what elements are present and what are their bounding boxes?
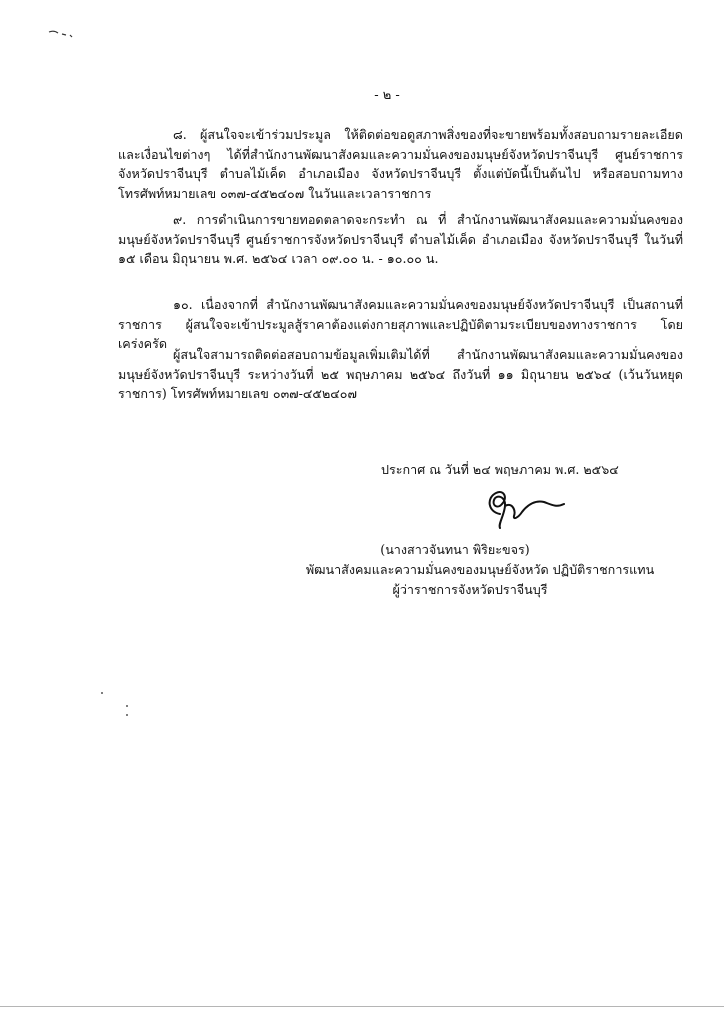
- paragraph-9-text: ๙. การดำเนินการขายทอดตลาดจะกระทำ ณ ที่ สำนักงานพัฒนาสังคมและความมั่นคงของมนุษย์จังหวัดปราจีนบุรี ศูนย์ราชการจังหวัดปราจีนบุรี ตำบลไม้เค็ด อำเภอเมือง จังหวัดปราจีนบุรี ในวันที่ ๑๕ เดือน มิถุนายน พ.ศ. ๒๕๖๔ เวลา ๐๙.๐๐ น. - ๑๐.๐๐ น.: [118, 212, 683, 267]
- signatory-position: พัฒนาสังคมและความมั่นคงของมนุษย์จังหวัด ปฏิบัติราชการแทน: [305, 562, 655, 577]
- scan-edge-line: [0, 1006, 724, 1007]
- scan-artifact-mark: [48, 26, 88, 40]
- signature-block: [300, 540, 680, 600]
- page-number: - ๒ -: [374, 88, 400, 103]
- paragraph-10-text: ๑๐. เนื่องจากที่ สำนักงานพัฒนาสังคมและความมั่นคงของมนุษย์จังหวัดปราจีนบุรี เป็นสถานที่ราชการ ผู้สนใจจะเข้าประมูลสู้ราคาต้องแต่งกายสุภาพและปฏิบัติตามระเบียบของทางราชการ โดยเคร่งครัด: [118, 297, 683, 352]
- paragraph-contact: [118, 345, 683, 404]
- paragraph-8: [118, 125, 683, 203]
- paragraph-contact-text: ผู้สนใจสามารถติดต่อสอบถามข้อมูลเพิ่มเติมได้ที่ สำนักงานพัฒนาสังคมและความมั่นคงของมนุษย์จังหวัดปราจีนบุรี ระหว่างวันที่ ๒๕ พฤษภาคม ๒๕๖๔ ถึงวันที่ ๑๑ มิถุนายน ๒๕๖๔ (เว้นวันหยุดราชการ) โทรศัพท์หมายเลข ๐๓๗-๔๕๒๔๐๗: [118, 347, 683, 402]
- paragraph-9: [118, 210, 683, 269]
- signatory-position-line2: ผู้ว่าราชการจังหวัดปราจีนบุรี: [392, 582, 548, 597]
- signatory-name: (นางสาวจันทนา พิริยะขจร): [380, 542, 530, 557]
- announcement-date: ประกาศ ณ วันที่ ๒๔ พฤษภาคม พ.ศ. ๒๕๖๔: [381, 462, 619, 477]
- paragraph-8-text: ๘. ผู้สนใจจะเข้าร่วมประมูล ให้ติดต่อขอดูสภาพสิ่งของที่จะขายพร้อมทั้งสอบถามรายละเอียดและเงื่อนไขต่างๆ ได้ที่สำนักงานพัฒนาสังคมและความมั่นคงของมนุษย์จังหวัดปราจีนบุรี ศูนย์ราชการจังหวัดปราจีนบุรี ตำบลไม้เค็ด อำเภอเมือง จังหวัดปราจีนบุรี ตั้งแต่บัดนี้เป็นต้นไป หรือสอบถามทางโทรศัพท์หมายเลข ๐๓๗-๔๕๒๔๐๗ ในวันและเวลาราชการ: [118, 127, 683, 201]
- scan-speck: [101, 692, 103, 694]
- scan-speck: [126, 705, 128, 707]
- handwritten-signature: [478, 484, 568, 532]
- scan-speck: [126, 714, 128, 716]
